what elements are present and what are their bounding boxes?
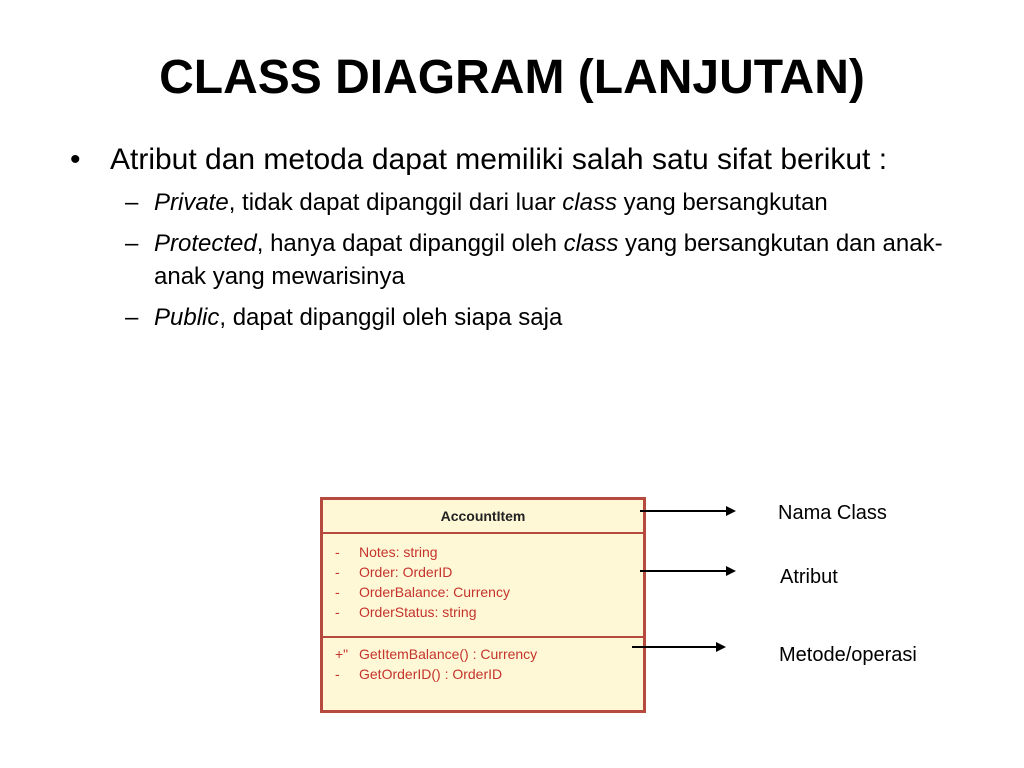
sub-item-private	[70, 186, 970, 219]
attribute-row	[323, 602, 643, 622]
sub-item-protected	[70, 227, 970, 293]
attribute-text: Notes: string	[359, 544, 438, 560]
attribute-compartment	[323, 534, 643, 638]
visibility-mark: -	[335, 666, 340, 682]
callout-class-name: Nama Class	[778, 502, 887, 524]
bullet-text: Atribut dan metoda dapat memiliki salah satu sifat berikut :	[110, 143, 888, 176]
bullet-item	[70, 140, 970, 180]
callout-operations: Metode/operasi	[779, 644, 917, 666]
attribute-row	[323, 562, 643, 582]
bullet-list	[70, 140, 970, 334]
dash-mark: –	[125, 189, 139, 216]
attribute-row	[323, 582, 643, 602]
sub-item-public	[70, 301, 970, 334]
visibility-mark: -	[335, 584, 340, 600]
attribute-row	[323, 542, 643, 562]
class-name: AccountItem	[323, 500, 643, 534]
callout-attributes: Atribut	[780, 566, 838, 588]
arrow-to-operations	[632, 646, 724, 648]
attribute-text: OrderStatus: string	[359, 604, 477, 620]
attribute-text: OrderBalance: Currency	[359, 584, 510, 600]
term-public: Public	[154, 304, 220, 331]
dash-mark: –	[125, 304, 139, 331]
arrow-to-name	[640, 510, 734, 512]
operation-text: GetOrderID() : OrderID	[359, 666, 503, 682]
dash-mark: –	[125, 230, 139, 257]
term-class: class	[562, 189, 617, 216]
term-protected: Protected	[154, 230, 257, 257]
visibility-mark: -	[335, 564, 340, 580]
operation-compartment	[323, 638, 643, 684]
class-diagram-box	[320, 497, 646, 713]
term-class: class	[563, 230, 619, 257]
sub-item-text: , tidak dapat dipanggil dari luar	[228, 189, 563, 216]
sub-item-text: , dapat dipanggil oleh siapa saja	[219, 304, 563, 331]
sub-item-text: , hanya dapat dipanggil oleh	[256, 230, 564, 257]
visibility-mark: -	[335, 604, 340, 620]
page-title: CLASS DIAGRAM (LANJUTAN)	[159, 51, 865, 104]
operation-text: GetItemBalance() : Currency	[359, 646, 538, 662]
bullet-mark: •	[70, 143, 81, 176]
attribute-text: Order: OrderID	[359, 564, 453, 580]
term-private: Private	[154, 189, 229, 216]
sub-item-text: yang bersangkutan dan anak-anak yang mewarisinya	[154, 230, 943, 290]
operation-row	[323, 644, 643, 664]
visibility-mark: -	[335, 544, 340, 560]
arrow-to-attributes	[640, 570, 734, 572]
sub-item-text: yang bersangkutan	[616, 189, 828, 216]
visibility-mark: +"	[335, 646, 349, 662]
operation-row	[323, 664, 643, 684]
